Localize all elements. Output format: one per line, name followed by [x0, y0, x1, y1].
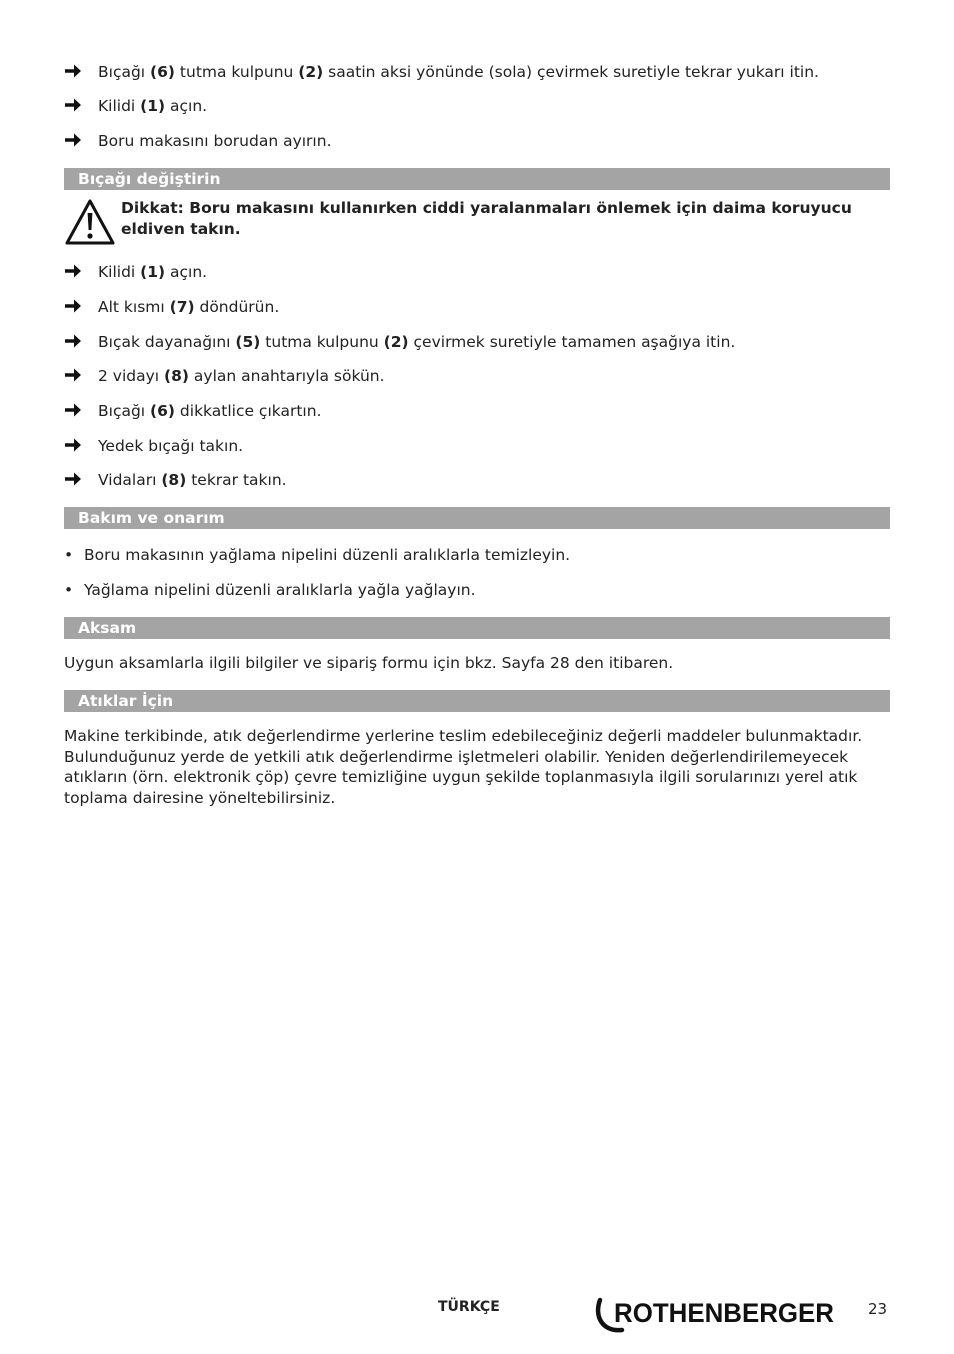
step-text: Bıçağı (6) dikkatlice çıkartın. — [98, 402, 322, 420]
footer-language: TÜRKÇE — [438, 1299, 500, 1315]
bullet-icon: • — [64, 581, 74, 599]
warning-text: Dikkat: Boru makasını kullanırken ciddi yaralanmaları önlemek için daima koruyucu eldiven takın. — [121, 199, 852, 238]
disposal-line: toplama dairesine yöneltebilirsiniz. — [64, 788, 336, 807]
arrow-right-icon — [64, 298, 82, 314]
disposal-line: Bulunduğunuz yerde de yetkili atık değerlendirme işletmeleri olabilir. Yeniden değerlendirilemeyecek — [64, 747, 849, 766]
disposal-line: Makine terkibinde, atık değerlendirme yerlerine teslim edebileceğiniz değerli maddeler bulunmaktadır. — [64, 727, 863, 745]
arrow-right-icon — [64, 97, 82, 113]
section-heading-accessories: Aksam — [64, 617, 890, 639]
accessories-paragraph: Uygun aksamlarla ilgili bilgiler ve sipariş formu için bkz. Sayfa 28 den itibaren. — [64, 654, 674, 672]
step-text: Boru makasını borudan ayırın. — [98, 132, 332, 150]
step-text: Vidaları (8) tekrar takın. — [98, 471, 287, 489]
step-text: Bıçak dayanağını (5) tutma kulpunu (2) çevirmek suretiyle tamamen aşağıya itin. — [98, 333, 736, 351]
warning-box — [64, 196, 890, 248]
step-text: 2 vidayı (8) aylan anahtarıyla sökün. — [98, 367, 385, 385]
step-text: Kilidi (1) açın. — [98, 263, 208, 281]
list-item-text: Yağlama nipelini düzenli aralıklarla yağla yağlayın. — [84, 581, 476, 599]
arrow-right-icon — [64, 63, 82, 79]
arrow-right-icon — [64, 402, 82, 418]
step-text: Alt kısmı (7) döndürün. — [98, 298, 280, 316]
arrow-right-icon — [64, 132, 82, 148]
disposal-line: atıkların (örn. elektronik çöp) çevre temizliğine uygun şekilde toplanmasıyla ilgili sorularınızı yerel atık — [64, 768, 858, 786]
brand-text: ROTHENBERGER — [614, 1298, 834, 1328]
arrow-right-icon — [64, 263, 82, 279]
step-text: Yedek bıçağı takın. — [98, 437, 244, 455]
arrow-right-icon — [64, 437, 82, 453]
warning-triangle-icon — [64, 198, 116, 246]
disposal-paragraph — [64, 726, 890, 808]
bullet-icon: • — [64, 546, 74, 564]
list-item-text: Boru makasının yağlama nipelini düzenli aralıklarla temizleyin. — [84, 546, 571, 564]
arrow-right-icon — [64, 367, 82, 383]
rothenberger-logo — [594, 1294, 838, 1336]
arrow-right-icon — [64, 333, 82, 349]
section-heading-disposal: Atıklar İçin — [64, 690, 890, 712]
arrow-right-icon — [64, 471, 82, 487]
section-heading-maintenance: Bakım ve onarım — [64, 507, 890, 529]
section-heading-blade: Bıçağı değiştirin — [64, 168, 890, 190]
step-text: Kilidi (1) açın. — [98, 97, 208, 115]
step-text: Bıçağı (6) tutma kulpunu (2) saatin aksi yönünde (sola) çevirmek suretiyle tekrar yukarı itin. — [98, 63, 819, 81]
page-number: 23 — [868, 1300, 888, 1318]
